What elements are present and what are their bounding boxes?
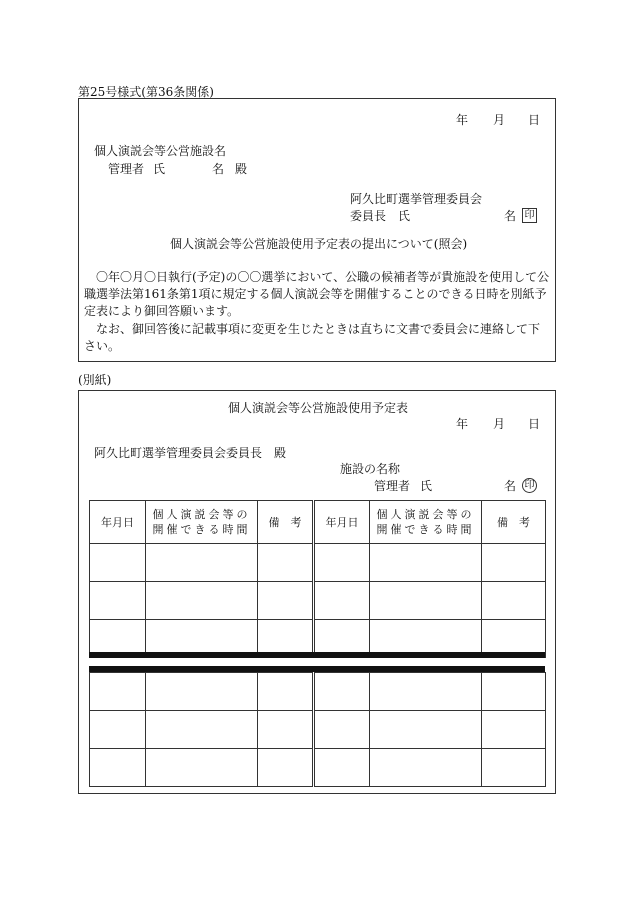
table-header-row (90, 501, 546, 544)
attachment-label: (別紙) (78, 373, 112, 387)
table-cell (370, 711, 482, 749)
notice-date-year: 年 (456, 113, 469, 127)
table-row (90, 673, 546, 711)
schedule-date-month: 月 (493, 417, 506, 431)
table-cell (90, 673, 146, 711)
notice-date-day: 日 (528, 113, 541, 127)
notice-manager-honorific: 殿 (235, 162, 248, 176)
schedule-manager-title: 管理者 (374, 479, 411, 493)
header-date: 年月日 (314, 501, 370, 544)
table-cell (482, 544, 546, 582)
table-cell (258, 544, 314, 582)
seal-icon: 印 (522, 208, 537, 223)
schedule-addressee: 阿久比町選挙管理委員会委員長 (94, 446, 263, 460)
table-cell (258, 711, 314, 749)
table-cell (146, 711, 258, 749)
table-cell (370, 544, 482, 582)
notice-manager-shi: 氏 (153, 162, 166, 176)
table-separator-upper (89, 652, 545, 658)
table-cell (146, 749, 258, 787)
table-cell (482, 673, 546, 711)
notice-sender-org: 阿久比町選挙管理委員会 (350, 192, 483, 206)
table-row (90, 544, 546, 582)
schedule-table-top (89, 500, 546, 658)
schedule-manager-shi: 氏 (420, 479, 433, 493)
table-cell (90, 582, 146, 620)
header-remarks: 備 考 (482, 501, 546, 544)
notice-date-month: 月 (493, 113, 506, 127)
notice-body-2: なお、御回答後に記載事項に変更を生じたときは直ちに文書で委員会に連絡して下さい。 (84, 322, 541, 353)
notice-seal (522, 208, 537, 223)
table-cell (314, 749, 370, 787)
header-remarks: 備 考 (258, 501, 314, 544)
table-cell (314, 673, 370, 711)
header-time: 個人演説会等の 開催できる時間 (370, 501, 482, 544)
form-label: 第25号様式(第36条関係) (78, 85, 214, 99)
header-time: 個人演説会等の 開催できる時間 (146, 501, 258, 544)
header-date: 年月日 (90, 501, 146, 544)
table-cell (258, 673, 314, 711)
table-cell (482, 582, 546, 620)
table-cell (146, 673, 258, 711)
table-cell (314, 582, 370, 620)
schedule-facility-label: 施設の名称 (340, 462, 401, 476)
table-cell (258, 749, 314, 787)
schedule-title: 個人演説会等公営施設使用予定表 (228, 401, 409, 415)
schedule-date-year: 年 (456, 417, 469, 431)
table-cell (146, 582, 258, 620)
notice-manager-title: 管理者 (108, 162, 145, 176)
notice-sender-mei: 名 (504, 209, 517, 223)
table-row (90, 711, 546, 749)
notice-body-1: 〇年〇月〇日執行(予定)の〇〇選挙において、公職の候補者等が貴施設を使用して公職選挙法第161条第1項に規定する個人演説会等を開催することのできる日時を別紙予定表により御回答願います。 (84, 270, 550, 318)
table-cell (482, 711, 546, 749)
table-cell (314, 544, 370, 582)
schedule-manager-mei: 名 (504, 479, 517, 493)
table-cell (370, 673, 482, 711)
table-cell (314, 711, 370, 749)
notice-sender-title: 委員長 (350, 209, 387, 223)
table-cell (482, 749, 546, 787)
notice-sender-shi: 氏 (398, 209, 411, 223)
table-cell (370, 582, 482, 620)
notice-addressee: 個人演説会等公営施設名 (94, 144, 227, 158)
schedule-table-bottom (89, 672, 546, 787)
table-row (90, 749, 546, 787)
schedule-addressee-honorific: 殿 (274, 446, 287, 460)
table-cell (146, 544, 258, 582)
table-cell (258, 582, 314, 620)
table-cell (90, 749, 146, 787)
notice-subject: 個人演説会等公営施設使用予定表の提出について(照会) (170, 237, 468, 251)
schedule-date-day: 日 (528, 417, 541, 431)
table-row (90, 582, 546, 620)
table-cell (90, 711, 146, 749)
notice-manager-mei: 名 (212, 162, 225, 176)
schedule-seal (522, 478, 537, 493)
table-cell (90, 544, 146, 582)
table-cell (370, 749, 482, 787)
seal-icon: 印 (522, 478, 537, 493)
